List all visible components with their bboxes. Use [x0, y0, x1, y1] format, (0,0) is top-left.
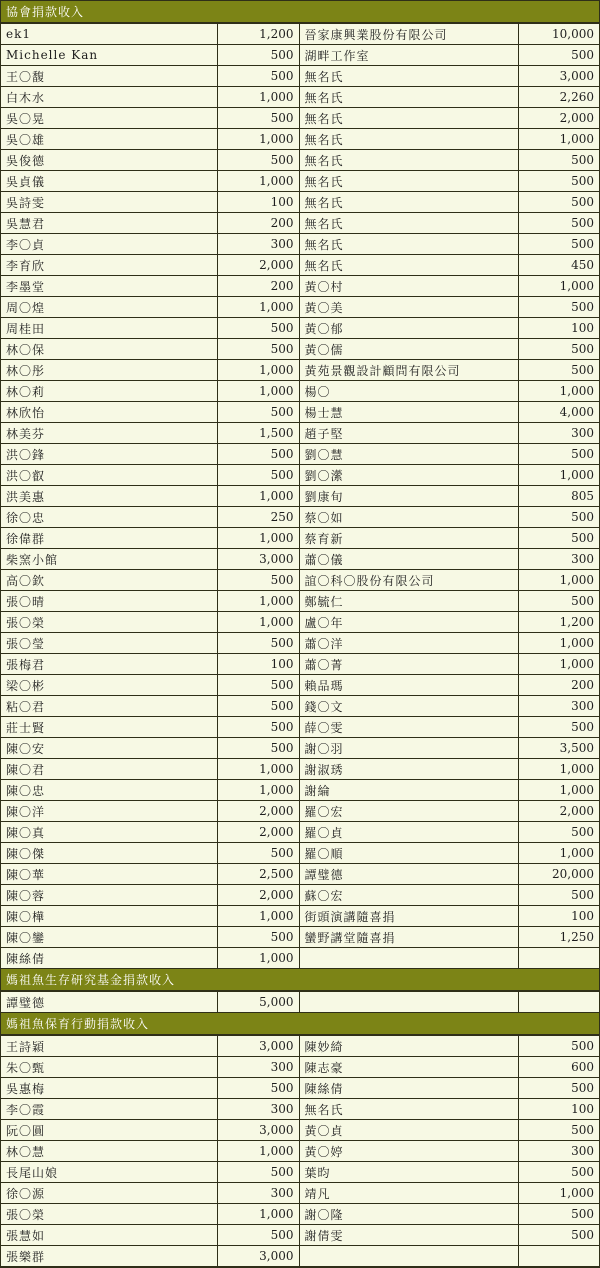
table-row	[1, 66, 599, 87]
donor-name: 蕭〇儀	[299, 549, 518, 570]
donor-name: 張〇瑩	[1, 633, 217, 654]
table-row	[1, 992, 599, 1013]
table-row	[1, 654, 599, 675]
donor-name: 晉家康興業股份有限公司	[299, 24, 518, 45]
donor-name: 陳〇安	[1, 738, 217, 759]
donation-amount: 2,000	[217, 255, 299, 276]
donor-name: 蕭〇洋	[299, 633, 518, 654]
table-row	[1, 486, 599, 507]
donor-name: 無名氏	[299, 1099, 518, 1120]
donor-name: 陳絲倩	[299, 1078, 518, 1099]
table-row	[1, 759, 599, 780]
donation-amount: 500	[217, 717, 299, 738]
donor-name: 無名氏	[299, 234, 518, 255]
donation-amount: 1,000	[217, 1141, 299, 1162]
donor-name: 陳〇君	[1, 759, 217, 780]
table-row	[1, 528, 599, 549]
donation-amount: 100	[217, 654, 299, 675]
donor-name: 蘇〇宏	[299, 885, 518, 906]
table-row	[1, 612, 599, 633]
table-row	[1, 297, 599, 318]
table-row	[1, 402, 599, 423]
table-row	[1, 1183, 599, 1204]
donation-amount	[518, 1246, 599, 1267]
donor-name: 吳〇晃	[1, 108, 217, 129]
table-row	[1, 1225, 599, 1246]
donor-name: 蔡〇如	[299, 507, 518, 528]
table-row	[1, 1078, 599, 1099]
donation-amount: 1,000	[217, 171, 299, 192]
donor-name: 張〇榮	[1, 612, 217, 633]
donation-amount: 2,000	[217, 822, 299, 843]
table-row	[1, 255, 599, 276]
donation-amount: 1,000	[217, 381, 299, 402]
donation-table	[1, 991, 599, 1013]
donation-amount: 1,000	[217, 948, 299, 969]
table-row	[1, 507, 599, 528]
donation-amount: 500	[518, 234, 599, 255]
table-row	[1, 549, 599, 570]
donor-name: 黃苑景觀設計顧問有限公司	[299, 360, 518, 381]
donor-name: 蠻野講堂隨喜捐	[299, 927, 518, 948]
table-row	[1, 1141, 599, 1162]
table-row	[1, 108, 599, 129]
table-row	[1, 1162, 599, 1183]
donation-amount: 500	[217, 150, 299, 171]
donor-name: 周〇煌	[1, 297, 217, 318]
donation-amount: 1,000	[518, 381, 599, 402]
donation-amount: 500	[217, 1162, 299, 1183]
donation-amount: 2,000	[518, 108, 599, 129]
donation-amount: 500	[217, 45, 299, 66]
table-row	[1, 87, 599, 108]
donor-name: 無名氏	[299, 192, 518, 213]
donation-amount: 500	[518, 1036, 599, 1057]
donation-amount: 1,000	[518, 1183, 599, 1204]
donation-amount: 500	[217, 339, 299, 360]
donor-name: 無名氏	[299, 66, 518, 87]
donor-name: 譚璧德	[1, 992, 217, 1013]
donation-amount: 1,000	[518, 843, 599, 864]
donation-amount: 500	[217, 1225, 299, 1246]
donor-name: 無名氏	[299, 255, 518, 276]
donor-name: 黃〇儒	[299, 339, 518, 360]
donation-amount: 500	[217, 318, 299, 339]
donor-name: 趙子堅	[299, 423, 518, 444]
donor-name: 陳〇華	[1, 864, 217, 885]
donor-name: 梁〇彬	[1, 675, 217, 696]
donation-amount: 2,500	[217, 864, 299, 885]
table-row	[1, 717, 599, 738]
donation-amount: 3,000	[217, 549, 299, 570]
donation-amount: 300	[217, 234, 299, 255]
donation-amount: 500	[518, 192, 599, 213]
donation-amount	[518, 948, 599, 969]
donor-name: 王詩穎	[1, 1036, 217, 1057]
donor-name: 林〇莉	[1, 381, 217, 402]
donor-name: 粘〇君	[1, 696, 217, 717]
table-row	[1, 570, 599, 591]
table-row	[1, 738, 599, 759]
donor-name: 柴窯小館	[1, 549, 217, 570]
donor-name: 靖凡	[299, 1183, 518, 1204]
table-row	[1, 192, 599, 213]
donor-name: 無名氏	[299, 129, 518, 150]
donation-amount: 1,000	[518, 759, 599, 780]
donation-amount: 1,200	[217, 24, 299, 45]
donor-name: 黃〇郁	[299, 318, 518, 339]
donation-amount: 100	[518, 318, 599, 339]
donor-name: 謝〇羽	[299, 738, 518, 759]
donation-amount: 2,000	[518, 801, 599, 822]
table-row	[1, 360, 599, 381]
donation-amount: 500	[518, 1225, 599, 1246]
donation-amount: 20,000	[518, 864, 599, 885]
donor-name: 李育欣	[1, 255, 217, 276]
donation-amount: 500	[217, 927, 299, 948]
donation-amount: 1,200	[518, 612, 599, 633]
donation-amount: 500	[518, 1078, 599, 1099]
donation-amount: 500	[518, 171, 599, 192]
donor-name: 誼〇科〇股份有限公司	[299, 570, 518, 591]
donor-name: 無名氏	[299, 108, 518, 129]
donor-name: 陳〇傑	[1, 843, 217, 864]
donation-amount: 500	[217, 1078, 299, 1099]
table-row	[1, 1099, 599, 1120]
donation-amount: 1,000	[518, 570, 599, 591]
donor-name: 謝淑琇	[299, 759, 518, 780]
donation-amount: 500	[217, 444, 299, 465]
donor-name: 鄭毓仁	[299, 591, 518, 612]
donor-name: 吳詩雯	[1, 192, 217, 213]
donation-amount: 500	[518, 591, 599, 612]
table-row	[1, 318, 599, 339]
donor-name: 譚璧德	[299, 864, 518, 885]
table-row	[1, 423, 599, 444]
donor-name: 陳〇蓉	[1, 885, 217, 906]
donation-amount: 2,000	[217, 885, 299, 906]
donation-amount: 3,000	[217, 1036, 299, 1057]
donation-amount: 1,000	[217, 759, 299, 780]
table-row	[1, 1036, 599, 1057]
donor-name: 楊〇	[299, 381, 518, 402]
donation-amount: 1,000	[217, 591, 299, 612]
table-row	[1, 906, 599, 927]
donor-name: 洪〇叡	[1, 465, 217, 486]
donor-name: 吳惠梅	[1, 1078, 217, 1099]
donation-amount: 500	[217, 633, 299, 654]
donation-amount: 100	[217, 192, 299, 213]
donation-amount: 300	[217, 1183, 299, 1204]
section-title: 媽祖魚生存研究基金捐款收入	[1, 969, 599, 991]
donor-name: 張樂群	[1, 1246, 217, 1267]
donor-name: 林〇彤	[1, 360, 217, 381]
donation-amount: 1,000	[217, 297, 299, 318]
donation-amount: 3,500	[518, 738, 599, 759]
table-row	[1, 24, 599, 45]
donation-amount: 500	[518, 717, 599, 738]
donation-amount: 5,000	[217, 992, 299, 1013]
donation-amount: 3,000	[518, 66, 599, 87]
table-row	[1, 465, 599, 486]
donor-name	[299, 992, 518, 1013]
donor-name: 黃〇村	[299, 276, 518, 297]
donor-name: 陳〇鑾	[1, 927, 217, 948]
donation-amount: 300	[217, 1099, 299, 1120]
donation-amount: 500	[518, 528, 599, 549]
donation-amount: 1,000	[217, 780, 299, 801]
donor-name: 張慧如	[1, 1225, 217, 1246]
donor-name: 林〇保	[1, 339, 217, 360]
donation-amount: 1,000	[518, 129, 599, 150]
table-row	[1, 885, 599, 906]
donation-amount: 805	[518, 486, 599, 507]
donor-name: 陳〇忠	[1, 780, 217, 801]
donation-amount: 3,000	[217, 1246, 299, 1267]
donor-name: 陳志豪	[299, 1057, 518, 1078]
donor-name: 陳〇樺	[1, 906, 217, 927]
donor-name: 黃〇貞	[299, 1120, 518, 1141]
donation-amount: 500	[217, 108, 299, 129]
donor-name: 無名氏	[299, 171, 518, 192]
donor-name: 張梅君	[1, 654, 217, 675]
table-row	[1, 381, 599, 402]
donor-name: 莊士賢	[1, 717, 217, 738]
donor-name	[299, 1246, 518, 1267]
donor-name: 張〇晴	[1, 591, 217, 612]
donor-name: 李〇霞	[1, 1099, 217, 1120]
donation-amount: 1,000	[518, 633, 599, 654]
table-row	[1, 1120, 599, 1141]
donor-name: 林〇慧	[1, 1141, 217, 1162]
donation-amount: 500	[217, 696, 299, 717]
donor-name: 吳貞儀	[1, 171, 217, 192]
donation-amount: 200	[217, 276, 299, 297]
donor-name: 劉〇慧	[299, 444, 518, 465]
donor-name: 洪美惠	[1, 486, 217, 507]
table-row	[1, 591, 599, 612]
donation-amount: 500	[217, 570, 299, 591]
donor-name: 長尾山娘	[1, 1162, 217, 1183]
donor-name: 蔡育新	[299, 528, 518, 549]
donation-amount: 500	[518, 213, 599, 234]
donation-amount: 1,000	[217, 528, 299, 549]
table-row	[1, 234, 599, 255]
donor-name: 周桂田	[1, 318, 217, 339]
donor-name: 賴品瑪	[299, 675, 518, 696]
donor-name: 吳俊德	[1, 150, 217, 171]
donation-amount: 200	[518, 675, 599, 696]
donation-amount: 500	[518, 297, 599, 318]
table-row	[1, 444, 599, 465]
donor-name: 無名氏	[299, 87, 518, 108]
donation-amount: 1,500	[217, 423, 299, 444]
donation-amount: 10,000	[518, 24, 599, 45]
donation-amount: 1,000	[518, 654, 599, 675]
donor-name: Michelle Kan	[1, 45, 217, 66]
donor-name: 林美芬	[1, 423, 217, 444]
donation-amount: 1,000	[518, 465, 599, 486]
table-row	[1, 1204, 599, 1225]
donor-name: 張〇榮	[1, 1204, 217, 1225]
table-row	[1, 633, 599, 654]
donor-name: 謝倩雯	[299, 1225, 518, 1246]
donor-name: 李墨堂	[1, 276, 217, 297]
donation-amount: 1,000	[217, 1204, 299, 1225]
donation-amount: 250	[217, 507, 299, 528]
donation-table	[1, 1035, 599, 1267]
donation-amount: 300	[518, 1141, 599, 1162]
donor-name	[299, 948, 518, 969]
donor-name: 李〇貞	[1, 234, 217, 255]
donation-amount: 1,000	[217, 129, 299, 150]
donation-amount: 500	[518, 1120, 599, 1141]
donor-name: 陳〇真	[1, 822, 217, 843]
table-row	[1, 171, 599, 192]
donation-amount: 100	[518, 1099, 599, 1120]
donor-name: 蕭〇菁	[299, 654, 518, 675]
donor-name: 無名氏	[299, 213, 518, 234]
donor-name: 街頭演講隨喜捐	[299, 906, 518, 927]
donor-name: 謝綸	[299, 780, 518, 801]
donation-amount: 1,250	[518, 927, 599, 948]
donor-name: 朱〇甄	[1, 1057, 217, 1078]
donor-name: 徐偉群	[1, 528, 217, 549]
table-row	[1, 822, 599, 843]
donation-amount: 1,000	[217, 486, 299, 507]
donor-name: 白木水	[1, 87, 217, 108]
donor-name: 陳絲倩	[1, 948, 217, 969]
donation-amount: 500	[518, 1204, 599, 1225]
table-row	[1, 948, 599, 969]
table-row	[1, 45, 599, 66]
table-row	[1, 927, 599, 948]
donor-name: 徐〇源	[1, 1183, 217, 1204]
donation-amount: 1,000	[217, 906, 299, 927]
donation-amount: 500	[518, 885, 599, 906]
donor-name: 洪〇鋒	[1, 444, 217, 465]
donation-amount: 450	[518, 255, 599, 276]
donation-amount: 300	[217, 1057, 299, 1078]
donor-name: 陳妙綺	[299, 1036, 518, 1057]
donation-table	[1, 23, 599, 969]
donation-amount: 200	[217, 213, 299, 234]
donation-amount: 500	[518, 444, 599, 465]
donation-amount: 500	[217, 402, 299, 423]
donor-name: 阮〇圓	[1, 1120, 217, 1141]
donation-amount: 500	[217, 675, 299, 696]
donor-name: 高〇欽	[1, 570, 217, 591]
donation-amount: 500	[518, 1162, 599, 1183]
table-row	[1, 801, 599, 822]
donor-name: 楊士慧	[299, 402, 518, 423]
donation-amount: 3,000	[217, 1120, 299, 1141]
table-row	[1, 843, 599, 864]
table-row	[1, 780, 599, 801]
donation-amount: 500	[518, 339, 599, 360]
donor-name: 吳〇雄	[1, 129, 217, 150]
donation-amount: 500	[217, 66, 299, 87]
donation-amount: 500	[518, 360, 599, 381]
table-row	[1, 864, 599, 885]
table-row	[1, 339, 599, 360]
donor-name: 薛〇雯	[299, 717, 518, 738]
donation-amount: 1,000	[217, 612, 299, 633]
donation-amount: 500	[518, 45, 599, 66]
donation-amount: 1,000	[518, 276, 599, 297]
donor-name: 謝〇隆	[299, 1204, 518, 1225]
donor-name: 黃〇美	[299, 297, 518, 318]
table-row	[1, 696, 599, 717]
donor-name: 葉昀	[299, 1162, 518, 1183]
donor-name: 吳慧君	[1, 213, 217, 234]
donor-name: 黃〇婷	[299, 1141, 518, 1162]
donation-amount: 500	[217, 738, 299, 759]
donor-name: 湖畔工作室	[299, 45, 518, 66]
donation-amount: 1,000	[518, 780, 599, 801]
donor-name: 羅〇順	[299, 843, 518, 864]
donation-amount: 500	[518, 507, 599, 528]
donation-amount: 2,000	[217, 801, 299, 822]
donor-name: 羅〇貞	[299, 822, 518, 843]
donation-amount: 500	[217, 465, 299, 486]
donor-name: 徐〇忠	[1, 507, 217, 528]
donor-name: 錢〇文	[299, 696, 518, 717]
donation-amount: 300	[518, 549, 599, 570]
table-row	[1, 129, 599, 150]
table-row	[1, 1057, 599, 1078]
donor-name: 陳〇洋	[1, 801, 217, 822]
table-row	[1, 276, 599, 297]
donor-name: ek1	[1, 24, 217, 45]
section-title: 媽祖魚保育行動捐款收入	[1, 1013, 599, 1035]
donation-amount: 500	[518, 822, 599, 843]
donation-amount: 100	[518, 906, 599, 927]
donor-name: 劉康旬	[299, 486, 518, 507]
donation-amount: 300	[518, 696, 599, 717]
donation-amount: 500	[518, 150, 599, 171]
donation-amount: 2,260	[518, 87, 599, 108]
table-row	[1, 213, 599, 234]
donor-name: 羅〇宏	[299, 801, 518, 822]
donor-name: 劉〇瀠	[299, 465, 518, 486]
donation-amount: 1,000	[217, 360, 299, 381]
donation-amount: 300	[518, 423, 599, 444]
donor-name: 林欣怡	[1, 402, 217, 423]
donation-amount: 1,000	[217, 87, 299, 108]
table-row	[1, 1246, 599, 1267]
donation-amount: 500	[217, 843, 299, 864]
table-row	[1, 675, 599, 696]
table-row	[1, 150, 599, 171]
donor-name: 盧〇年	[299, 612, 518, 633]
donor-name: 王〇馥	[1, 66, 217, 87]
section-title: 協會捐款收入	[1, 1, 599, 23]
donation-amount: 4,000	[518, 402, 599, 423]
donor-name: 無名氏	[299, 150, 518, 171]
donation-amount	[518, 992, 599, 1013]
donation-amount: 600	[518, 1057, 599, 1078]
